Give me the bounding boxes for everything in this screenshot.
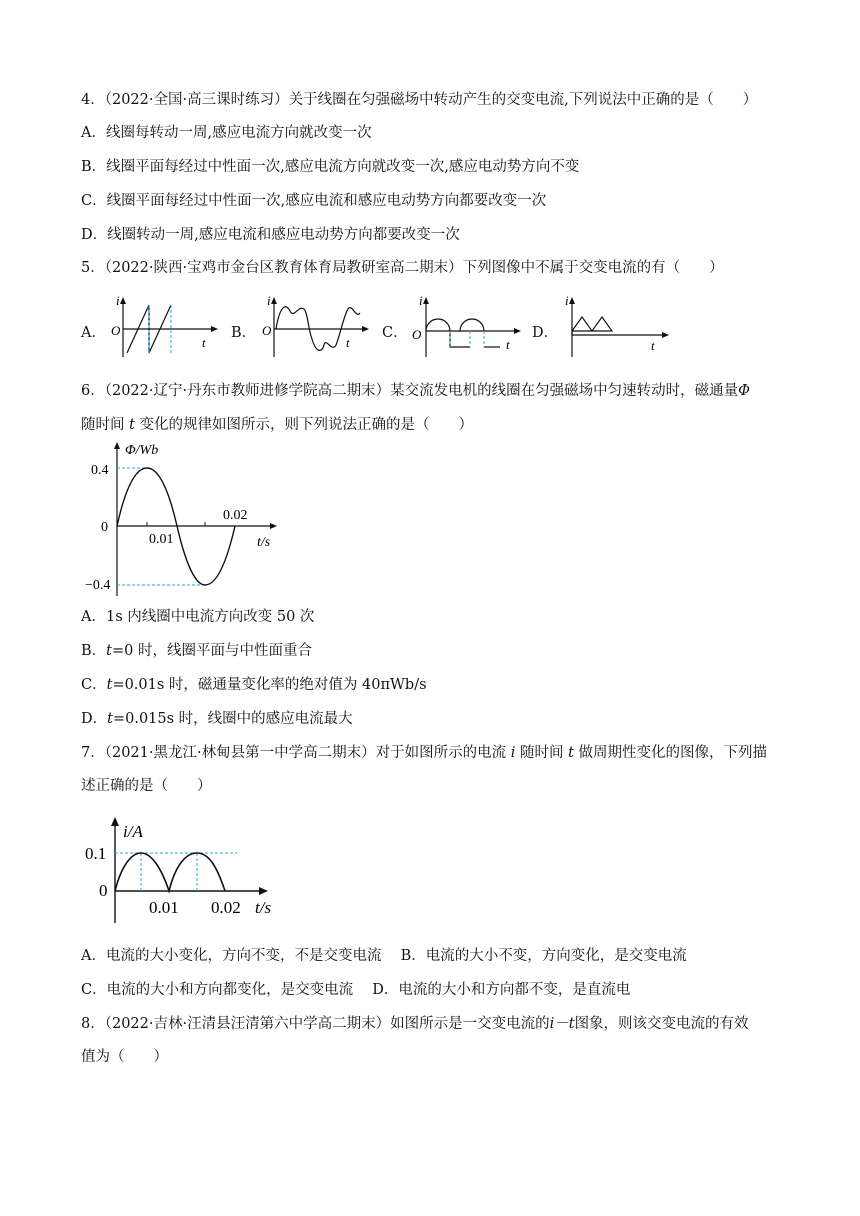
q7-y-tick-zero: 0 xyxy=(99,881,108,900)
q5-option-d-label: D． xyxy=(532,325,559,341)
q5-a-t-label: t xyxy=(202,335,206,350)
q4-stem: 4．（2022·全国·高三课时练习）关于线圈在匀强磁场中转动产生的交变电流,下列说法中正确的是（ ） xyxy=(81,92,758,108)
q4-option-d: D．线圈转动一周,感应电流和感应电动势方向都要改变一次 xyxy=(81,227,460,243)
q6-y-tick-min: −0.4 xyxy=(85,578,111,593)
q7-y-tick-max: 0.1 xyxy=(85,844,107,863)
q5-b-origin: O xyxy=(262,323,272,338)
q5-a-i-label: i xyxy=(116,295,120,308)
q6-flux-graph xyxy=(85,440,285,598)
q6-x-label: t/s xyxy=(257,535,271,550)
q6-y-label-text: Φ/Wb xyxy=(125,443,159,458)
q6-option-d: D．t=0.015s 时，线圈中的感应电流最大 xyxy=(81,711,353,727)
q6-y-tick-zero: 0 xyxy=(101,520,108,535)
q7-stem-line2: 述正确的是（ ） xyxy=(81,778,212,794)
q6-x-tick-002: 0.02 xyxy=(223,508,248,523)
q6-x-tick-001: 0.01 xyxy=(149,532,174,547)
q5-option-a-label: A． xyxy=(81,325,106,341)
q4-option-b: B．线圈平面每经过中性面一次,感应电流方向就改变一次,感应电动势方向不变 xyxy=(81,159,580,175)
q8-stem-line1: 8．（2022·吉林·汪清县汪清第六中学高二期末）如图所示是一交变电流的i－t图象，则该交变电流的有效 xyxy=(81,1016,749,1032)
q5-c-t-label: t xyxy=(506,337,510,352)
q5-d-t-label: t xyxy=(651,338,655,353)
q5-b-t-label: t xyxy=(346,335,350,350)
q5-option-b-label: B． xyxy=(231,325,257,341)
q4-option-a: A．线圈每转动一周,感应电流方向就改变一次 xyxy=(81,125,372,141)
q5-c-i-label: i xyxy=(419,295,423,308)
q5-b-i-label: i xyxy=(267,295,271,308)
q7-options-row1: A．电流的大小变化，方向不变，不是交变电流 B．电流的大小不变，方向变化，是交变电流 xyxy=(81,948,687,964)
q7-current-curve xyxy=(115,853,225,891)
q5-graph-b xyxy=(256,295,371,360)
q5-graph-d xyxy=(556,295,671,360)
q7-options-row2: C．电流的大小和方向都变化，是交变电流 D．电流的大小和方向都不变，是直流电 xyxy=(81,982,631,998)
q6-stem-line2: 随时间 t 变化的规律如图所示，则下列说法正确的是（ ） xyxy=(81,417,474,433)
q7-stem-line1: 7．（2021·黑龙江·林甸县第一中学高二期末）对于如图所示的电流 i 随时间 t 做周期性变化的图像，下列描 xyxy=(81,745,767,761)
q6-y-label xyxy=(125,443,158,458)
q5-stem: 5．（2022·陕西·宝鸡市金台区教育体育局教研室高二期末）下列图像中不属于交变电流的有（ ） xyxy=(81,260,724,276)
q7-y-label: i/A xyxy=(123,822,143,841)
q5-option-c-label: C． xyxy=(382,325,408,341)
q6-option-c: C．t=0.01s 时，磁通量变化率的绝对值为 40πWb/s xyxy=(81,677,427,693)
q5-a-origin: O xyxy=(111,323,121,338)
q7-x-label: t/s xyxy=(255,898,272,917)
q4-option-c: C．线圈平面每经过中性面一次,感应电流和感应电动势方向都要改变一次 xyxy=(81,193,547,209)
q8-stem-line2: 值为（ ） xyxy=(81,1049,168,1065)
q6-option-a: A．1s 内线圈中电流方向改变 50 次 xyxy=(81,609,315,625)
q5-graph-c xyxy=(404,295,524,360)
q6-stem-line1: 6．（2022·辽宁·丹东市教师进修学院高二期末）某交流发电机的线圈在匀强磁场中匀速转动时，磁通量Φ xyxy=(81,383,750,399)
q7-current-graph xyxy=(85,815,285,925)
q6-y-tick-max: 0.4 xyxy=(91,463,109,478)
q6-option-b: B．t=0 时，线圈平面与中性面重合 xyxy=(81,643,312,659)
q7-x-tick-001: 0.01 xyxy=(149,898,179,917)
q5-c-origin: O xyxy=(412,327,422,342)
q5-d-i-label: i xyxy=(565,295,569,308)
q7-x-tick-002: 0.02 xyxy=(211,898,241,917)
q5-graph-a xyxy=(105,295,220,360)
